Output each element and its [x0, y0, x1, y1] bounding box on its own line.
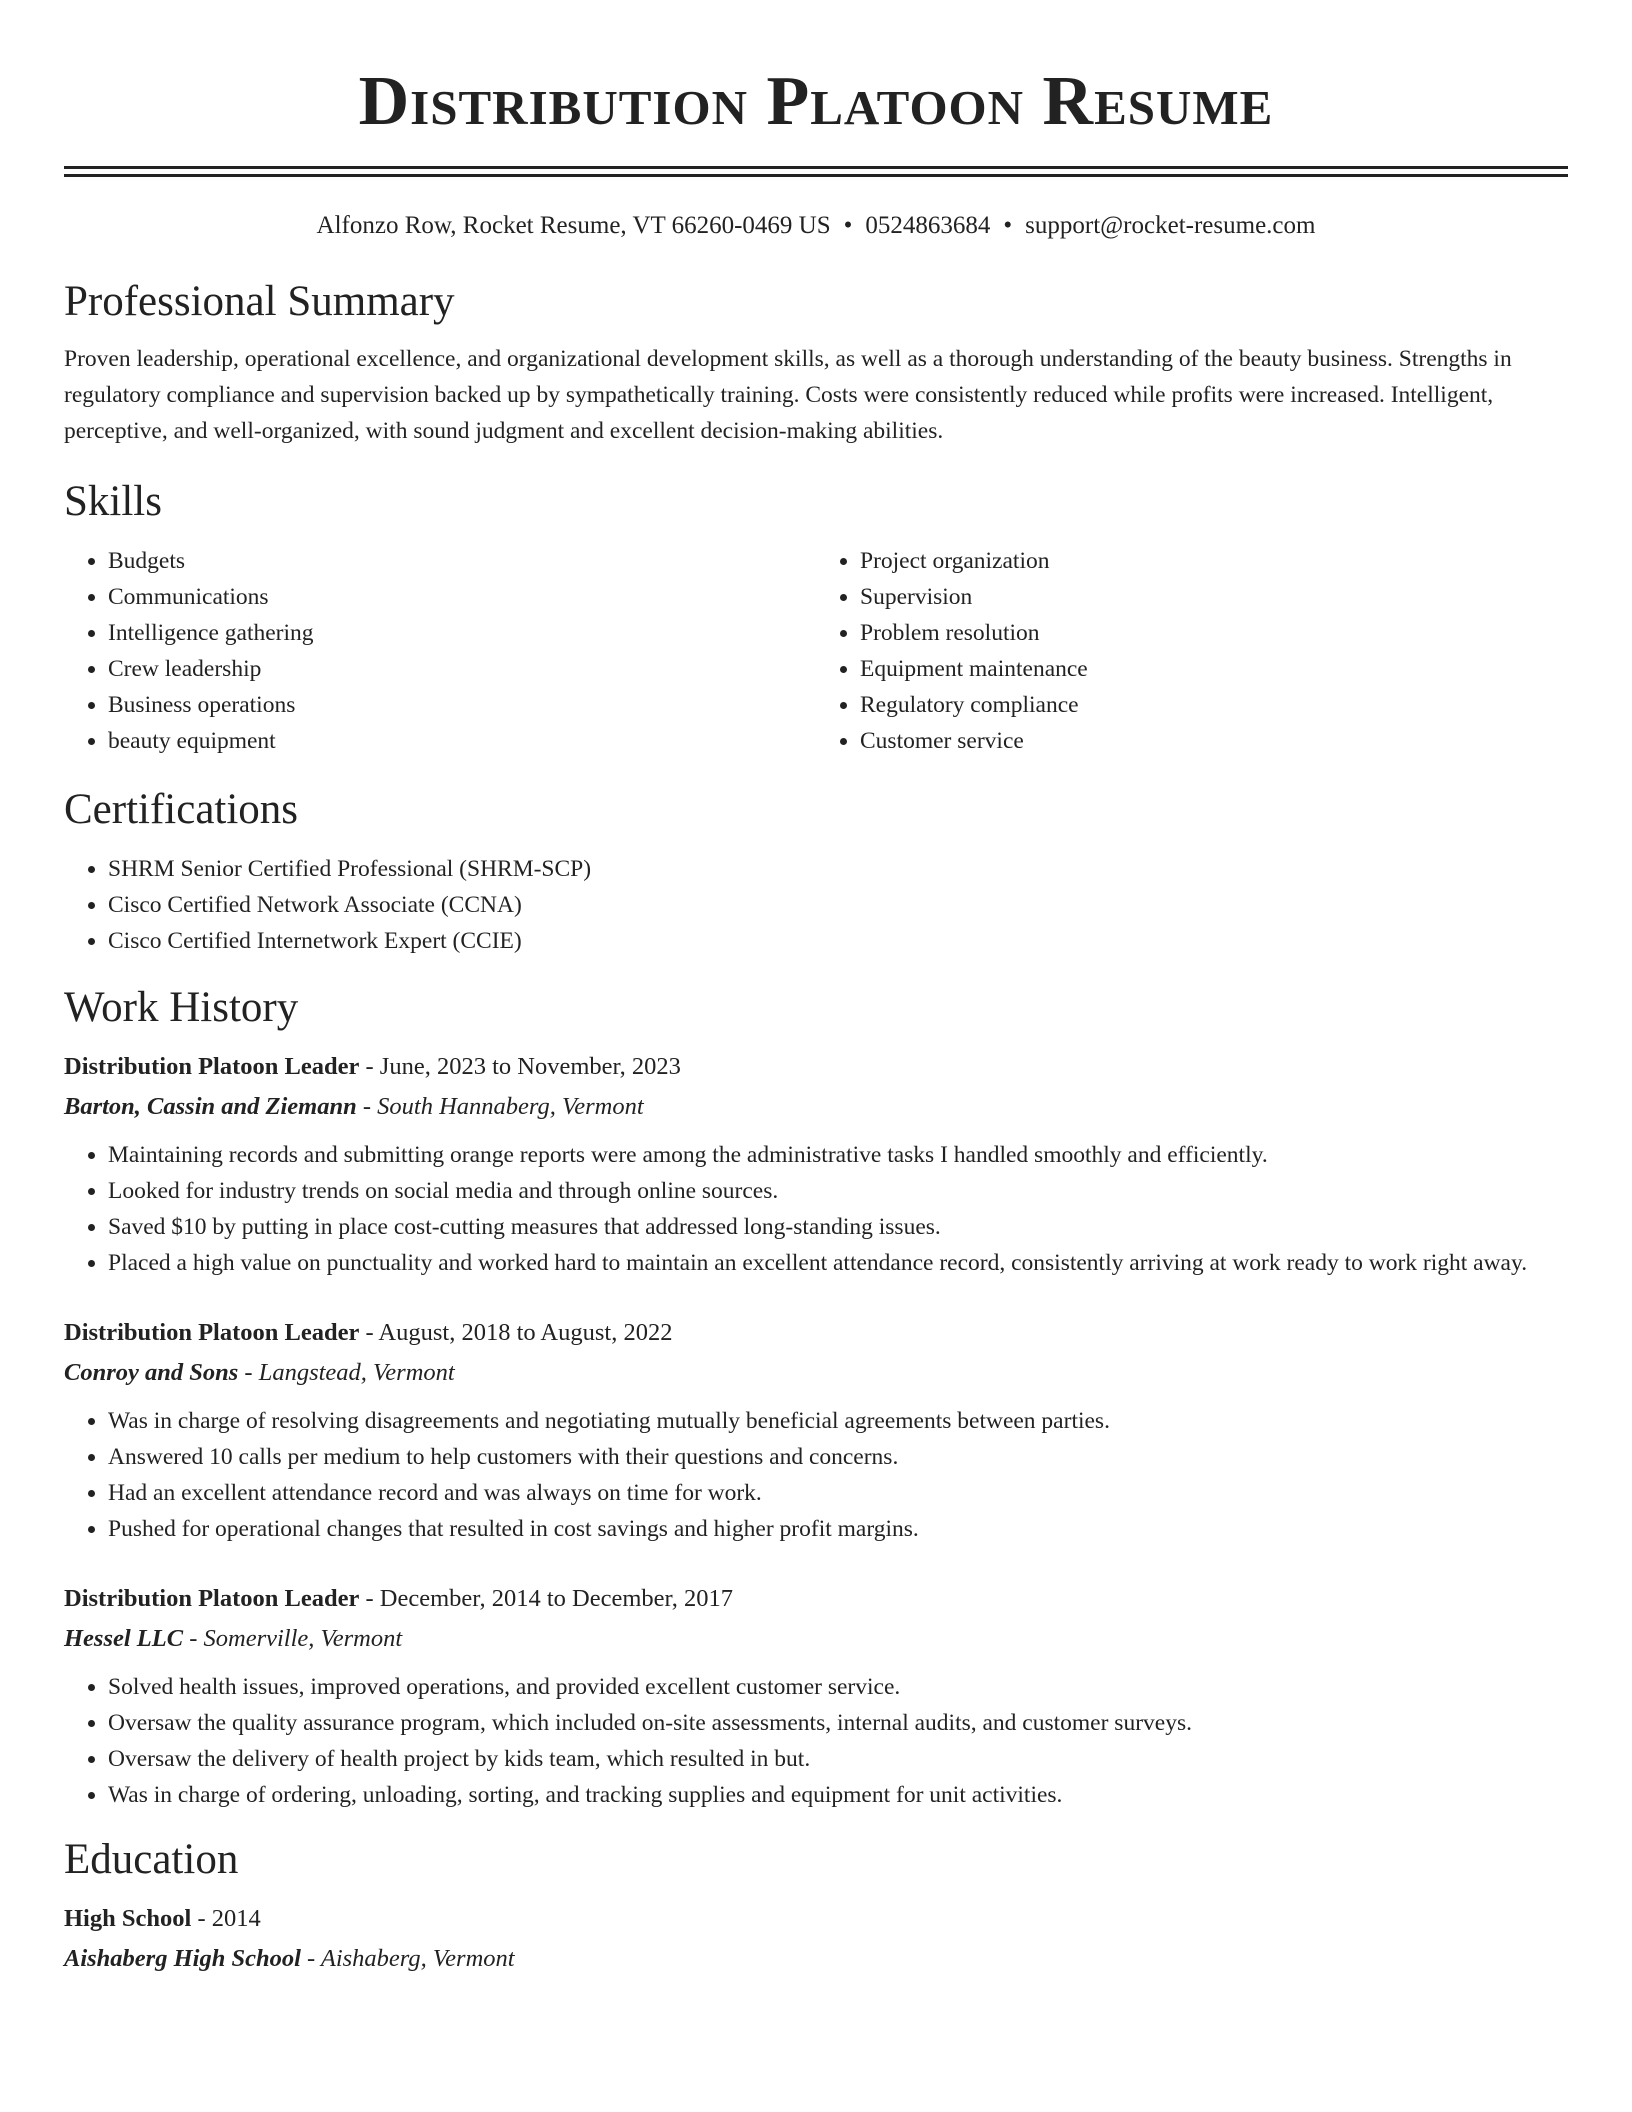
education-degree-line [64, 1899, 1568, 1939]
job-company: Barton, Cassin and Ziemann [64, 1093, 357, 1120]
job-company-line [64, 1353, 1568, 1393]
education-heading: Education [64, 1836, 239, 1883]
resume-title: Distribution Platoon Resume [358, 63, 1274, 140]
certification-item: • Cisco Certified Network Associate (CCNA) [108, 887, 1568, 923]
job-bullet: • Oversaw the delivery of health project by kids team, which resulted in but. [108, 1741, 1568, 1777]
job-bullet: • Answered 10 calls per medium to help customers with their questions and concerns. [108, 1439, 1568, 1475]
job-bullet: • Maintaining records and submitting orange reports were among the administrative tasks I handled smoothly and efficiently. [108, 1137, 1568, 1173]
job-dates: - August, 2018 to August, 2022 [359, 1319, 673, 1346]
skill-item: • Budgets [108, 543, 816, 579]
job-bullet: • Oversaw the quality assurance program, which included on-site assessments, internal audits, and customer surveys. [108, 1705, 1568, 1741]
job-title: Distribution Platoon Leader [64, 1319, 360, 1346]
skills-list-right [816, 543, 1568, 759]
skill-item: • Supervision [860, 579, 1568, 615]
job-company-line [64, 1087, 1568, 1127]
job-title: Distribution Platoon Leader [64, 1053, 360, 1080]
certifications-list [64, 851, 1568, 959]
job-title: Distribution Platoon Leader [64, 1585, 360, 1612]
skill-item: • Business operations [108, 687, 816, 723]
skills-grid [64, 543, 1568, 759]
job-bullets [64, 1669, 1568, 1813]
contact-line [64, 211, 1568, 241]
education-year: - 2014 [191, 1905, 261, 1932]
summary-text: Proven leadership, operational excellence, and organizational development skills, as well as a thorough understanding of the beauty business. Strengths in regulatory compliance and supervision backed up by sympathetically training. Costs were consistently reduced while profits were increased. Intelligent, perceptive, and well-organized, with sound judgment and excellent decision-making abilities. [64, 346, 1512, 444]
job-bullet: • Placed a high value on punctuality and worked hard to maintain an excellent attendance record, consistently arriving at work ready to work right away. [108, 1245, 1568, 1281]
job-bullet: • Solved health issues, improved operations, and provided excellent customer service. [108, 1669, 1568, 1705]
certifications-heading: Certifications [64, 786, 299, 833]
job-bullet: • Had an excellent attendance record and was always on time for work. [108, 1475, 1568, 1511]
education-school-line [64, 1939, 1568, 1979]
certification-item: • Cisco Certified Internetwork Expert (CCIE) [108, 923, 1568, 959]
job-bullets [64, 1403, 1568, 1547]
education-location: - Aishaberg, Vermont [300, 1945, 515, 1972]
job-title-line [64, 1047, 1568, 1087]
skill-item: • Project organization [860, 543, 1568, 579]
skill-item: • Communications [108, 579, 816, 615]
skill-item: • beauty equipment [108, 723, 816, 759]
education-school: Aishaberg High School [64, 1945, 301, 1972]
summary-heading: Professional Summary [64, 278, 455, 325]
job-bullet: • Was in charge of resolving disagreements and negotiating mutually beneficial agreements between parties. [108, 1403, 1568, 1439]
job-company: Hessel LLC [64, 1625, 184, 1652]
skills-list-left [64, 543, 816, 759]
job-location: - Langstead, Vermont [238, 1359, 455, 1386]
job-entry [64, 1579, 1568, 1813]
work-history-heading: Work History [64, 984, 299, 1031]
education-entry [64, 1899, 1568, 1979]
contact-phone: 0524863684 [865, 212, 991, 239]
job-title-line [64, 1579, 1568, 1619]
skill-item: • Regulatory compliance [860, 687, 1568, 723]
contact-separator: • [843, 212, 853, 239]
title-double-rule [64, 166, 1568, 177]
education-degree: High School [64, 1905, 192, 1932]
job-bullet: • Looked for industry trends on social media and through online sources. [108, 1173, 1568, 1209]
skill-item: • Customer service [860, 723, 1568, 759]
job-dates: - December, 2014 to December, 2017 [359, 1585, 733, 1612]
certification-item: • SHRM Senior Certified Professional (SHRM-SCP) [108, 851, 1568, 887]
contact-address: Alfonzo Row, Rocket Resume, VT 66260-0469 US [316, 212, 831, 239]
job-title-line [64, 1313, 1568, 1353]
job-bullet: • Pushed for operational changes that resulted in cost savings and higher profit margins. [108, 1511, 1568, 1547]
skill-item: • Equipment maintenance [860, 651, 1568, 687]
job-bullets [64, 1137, 1568, 1281]
job-location: - Somerville, Vermont [183, 1625, 403, 1652]
skill-item: • Problem resolution [860, 615, 1568, 651]
job-bullet: • Saved $10 by putting in place cost-cutting measures that addressed long-standing issues. [108, 1209, 1568, 1245]
skill-item: • Crew leadership [108, 651, 816, 687]
skills-heading: Skills [64, 478, 162, 525]
contact-email: support@rocket-resume.com [1025, 212, 1316, 239]
contact-separator: • [1003, 212, 1013, 239]
job-bullet: • Was in charge of ordering, unloading, sorting, and tracking supplies and equipment for unit activities. [108, 1777, 1568, 1813]
job-company-line [64, 1619, 1568, 1659]
job-entry [64, 1313, 1568, 1547]
skill-item: • Intelligence gathering [108, 615, 816, 651]
job-dates: - June, 2023 to November, 2023 [359, 1053, 681, 1080]
job-location: - South Hannaberg, Vermont [356, 1093, 644, 1120]
job-entry [64, 1047, 1568, 1281]
job-company: Conroy and Sons [64, 1359, 239, 1386]
